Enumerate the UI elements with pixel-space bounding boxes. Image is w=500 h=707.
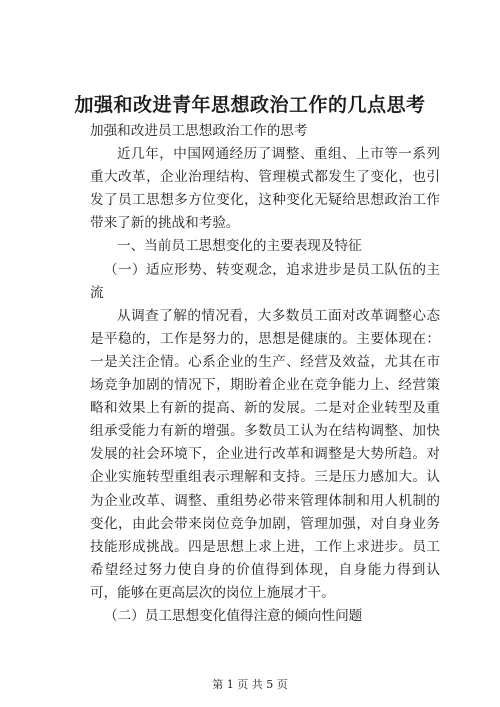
document-title: 加强和改进青年思想政治工作的几点思考: [74, 94, 426, 116]
subsection-heading: （二）员工思想变化值得注意的倾向性问题: [104, 607, 363, 624]
subsection-heading: （一）适应形势、转变观念，追求进步是员工队伍的主流: [90, 261, 440, 301]
document-subtitle: 加强和改进员工思想政治工作的思考: [90, 123, 308, 139]
body-paragraph: 从调查了解的情况看，大多数员工面对改革调整心态是平稳的，工作是努力的，思想是健康的。主要体现在：一是关注企情。心系企业的生产、经营及效益，尤其在市场竞争加剧的情况下，期盼着企业在竞争能力上、经营策略和效果上有新的提高、新的发展。二是对企业转型及重组承受能力有新的增强。多数员工认为在结构调整、加快发展的社会环境下，企业进行改革和调整是大势所趋。对企业实施转型重组表示理解和支持。三是压力感加大。认为企业改革、调整、重组势必带来管理体制和用人机制的变化，由此会带来岗位竞争加剧，管理加强，对自身业务技能形成挑战。四是思想上求上进，工作上求进步。员工希望经过努力使自身的价值得到体现，自身能力得到认可，能够在更高层次的岗位上施展才干。: [90, 307, 440, 601]
section-heading: 一、当前员工思想变化的主要表现及特征: [117, 238, 362, 255]
document-body: [90, 120, 440, 628]
page-number-footer: 第 1 页 共 5 页: [212, 678, 288, 691]
intro-paragraph: 近几年，中国网通经历了调整、重组、上市等一系列重大改革，企业治理结构、管理模式都发生了变化，也引发了员工思想多方位变化，这种变化无疑给思想政治工作带来了新的挑战和考验。: [90, 146, 440, 232]
